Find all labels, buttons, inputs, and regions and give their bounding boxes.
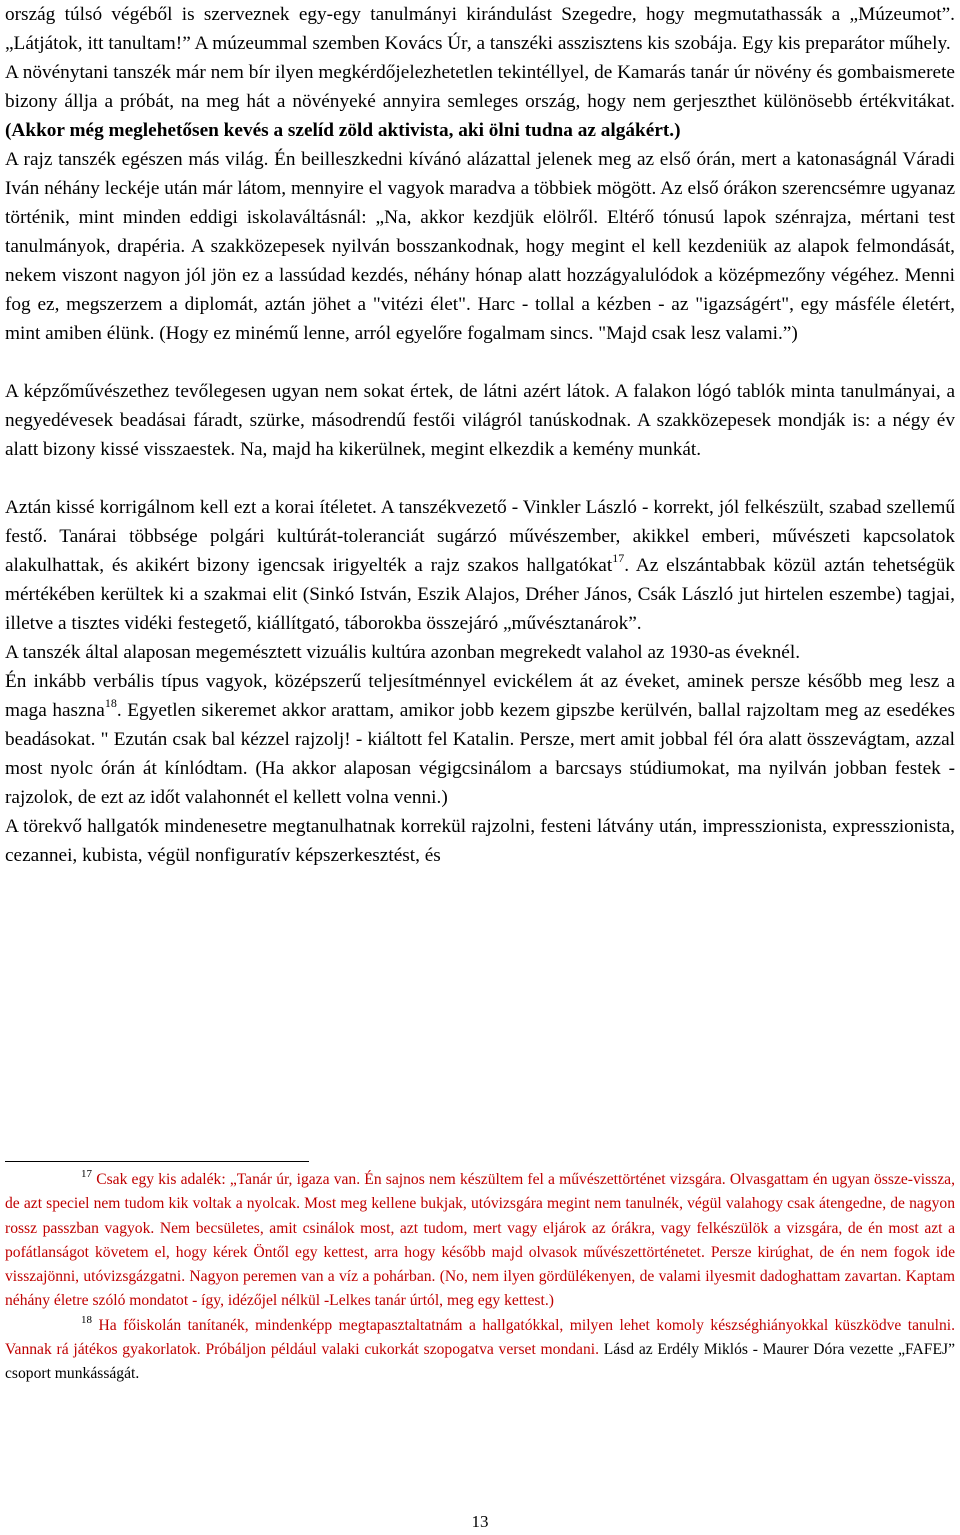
footnote-17-text: Csak egy kis adalék: „Tanár úr, igaza van. Én sajnos nem készültem fel a művészettörténet vizsgára. Olvasgattam én ugyan össze-vissza, de azt speciel nem tudom kik voltak a nyolcak. Most meg kellene bukjak, utóvizsgára megint nem tanulnék, végül valahogy csak átengedne, de nagyon rossz passzban vagyok. Nem becsületes, amit csinálok most, azt tudom, mert vagy eljárok az órákra, vagy felkészülök a vizsgára, de én most azt a pofátlanságot követem el, hogy kérek Öntől egy kettest, arra hogy később majd olvasok művészettörténetet. Persze kirúghat, de én nem fogok ide visszajönni, utóvizsgázgatni. Nagyon peremen van a víz a pohárban. (No, nem ilyen gördülékenyen, de valami ilyesmit dadoghattam zavartan. Kaptam néhány életre szóló mondatot - így, idézőjel nélkül -Lelkes tanár úrtól, meg egy kettest.) — [5, 1171, 955, 1310]
verbal-text-b: . Egyetlen sikeremet akkor arattam, amikor jobb kezem gipszbe kerülvén, ballal rajzoltam meg az esedékes beadásokat. " Ezután csak bal kézzel rajzolj! - kiáltott fel Katalin. Persze, mert amit jobbal fél óra alatt összevágtam, azzal most nyolc órán át kínlódtam. (Ha akkor alaposan végigcsinálom a barcsays stúdiumokat, ma nyilván jobban festek - rajzolok, de ezt az időt valahonnét el kellett volna venni.) — [5, 700, 955, 808]
botany-text: A növénytani tanszék már nem bír ilyen megkérdőjelezhetetlen tekintéllyel, de Kamarás tanár úr növény és gombaismerete bizony állja a próbát, na meg hát a növényeké annyira semleges ország, hogy nem gerjeszthet különösebb értékvitákat. — [5, 62, 955, 112]
verbal-text-a: Én inkább verbális típus vagyok, középszerű teljesítménnyel evickélem át az éveket, aminek persze később meg lesz a maga haszna — [5, 671, 955, 721]
footnote-ref-17[interactable]: 17 — [612, 551, 625, 565]
correction-text-a: Aztán kissé korrigálnom kell ezt a korai ítéletet. A tanszékvezető - Vinkler László - korrekt, jól felkészült, szabad szellemű festő. Tanárai többsége polgári kultúrát-toleranciát sugárzó művészember, akikkel emberi, művészeti kapcsolatok alakulhattak, és akikért bizony igencsak irigyelték a rajz szakos hallgatókat — [5, 497, 955, 576]
paragraph-fine-arts: A képzőművészethez tevőlegesen ugyan nem sokat értek, de látni azért látok. A falakon lógó tablók minta tanulmányai, a negyedévesek beadásai fáradt, szürke, másodrendű festői világról tanúskodnak. A szakközepesek mondják is: a négy év alatt bizony kissé visszaestek. Na, majd ha kikerülnek, megint elkezdik a kemény munkát. — [5, 381, 955, 460]
footnote-18-reference: Lásd az Erdély Miklós - Maurer Dóra vezette „FAFEJ” csoport munkásságát. — [5, 1341, 955, 1383]
paragraph-students: A törekvő hallgatók mindenesetre megtanulhatnak korrekül rajzolni, festeni látvány után, impresszionista, expresszionista, cezannei, kubista, végül nonfiguratív képszerkesztést, és — [5, 816, 955, 866]
correction-text-b: . Az elszántabbak közül aztán tehetségük mértékében kerültek ki a szakmai elit (Sinkó István, Eszik Alajos, Dréher János, Csák László jut hirtelen eszembe) tagjai, illetve a tisztes vidéki festegető, kiállítgató, táborokba összejáró „művésztanárok”. — [5, 555, 956, 634]
footnote-number-17: 17 — [81, 1168, 92, 1180]
paragraph-verbal-type — [5, 667, 955, 812]
footnote-18-text: Ha főiskolán tanítanék, mindenképp megtapasztaltatnám a hallgatókkal, milyen lehet komoly készséghiányokkal küszködve tanulni. Vannak rá játékos gyakorlatok. Próbáljon például valaki cukorkát szopogatva verset mondani. — [5, 1316, 955, 1359]
footnote-18 — [5, 1314, 955, 1387]
main-text — [5, 0, 955, 870]
botany-bold-aside: (Akkor még meglehetősen kevés a szelíd zöld aktivista, aki ölni tudna az algákért.) — [5, 120, 681, 141]
paragraph-museum: ország túlsó végéből is szerveznek egy-egy tanulmányi kirándulást Szegedre, hogy megmutathassák a „Múzeumot”. „Látjátok, itt tanultam!” A múzeummal szemben Kovács Úr, a tanszéki asszisztens kis szobája. Egy kis preparátor műhely. — [5, 4, 955, 54]
footnote-number-18: 18 — [81, 1313, 92, 1326]
paragraph-correction — [5, 493, 955, 638]
footnote-separator — [5, 1161, 309, 1162]
paragraph-drawing-department: A rajz tanszék egészen más világ. Én beilleszkedni kívánó alázattal jelenek meg az első órán, mert a katonaságnál Váradi Iván néhány leckéje után már látom, mennyire el vagyok maradva a többiek mögött. Az első órákon szerencsémre ugyanaz történik, mint minden eddigi iskolaváltásnál: „Na, akkor kezdjük elölről. Eltérő tónusú lapok szénrajza, mértani test tanulmányok, drapéria. A szakközepesek nyilván bosszankodnak, hogy megint el kell kezdeniük az alapok felmondását, nekem viszont nagyon jól jön ez a lassúdad kezdés, néhány hónap alatt hozzágyalulódok a középmezőny végéhez. Menni fog ez, megszerzem a diplomát, aztán jöhet a "vitézi élet". Harc - tollal a kézben - az "igazságért", egy másféle életért, mint amiben élünk. (Hogy ez minémű lenne, arról egyelőre fogalmam sincs. "Majd csak lesz valami.”) — [5, 149, 955, 344]
footnotes — [5, 1168, 955, 1387]
paragraph-botany — [5, 58, 955, 145]
footnote-ref-18[interactable]: 18 — [104, 696, 117, 710]
footnote-17 — [5, 1168, 955, 1314]
paragraph-visual-culture: A tanszék által alaposan megemésztett vizuális kultúra azonban megrekedt valahol az 1930-as éveknél. — [5, 642, 801, 663]
page-number: 13 — [471, 1512, 489, 1531]
